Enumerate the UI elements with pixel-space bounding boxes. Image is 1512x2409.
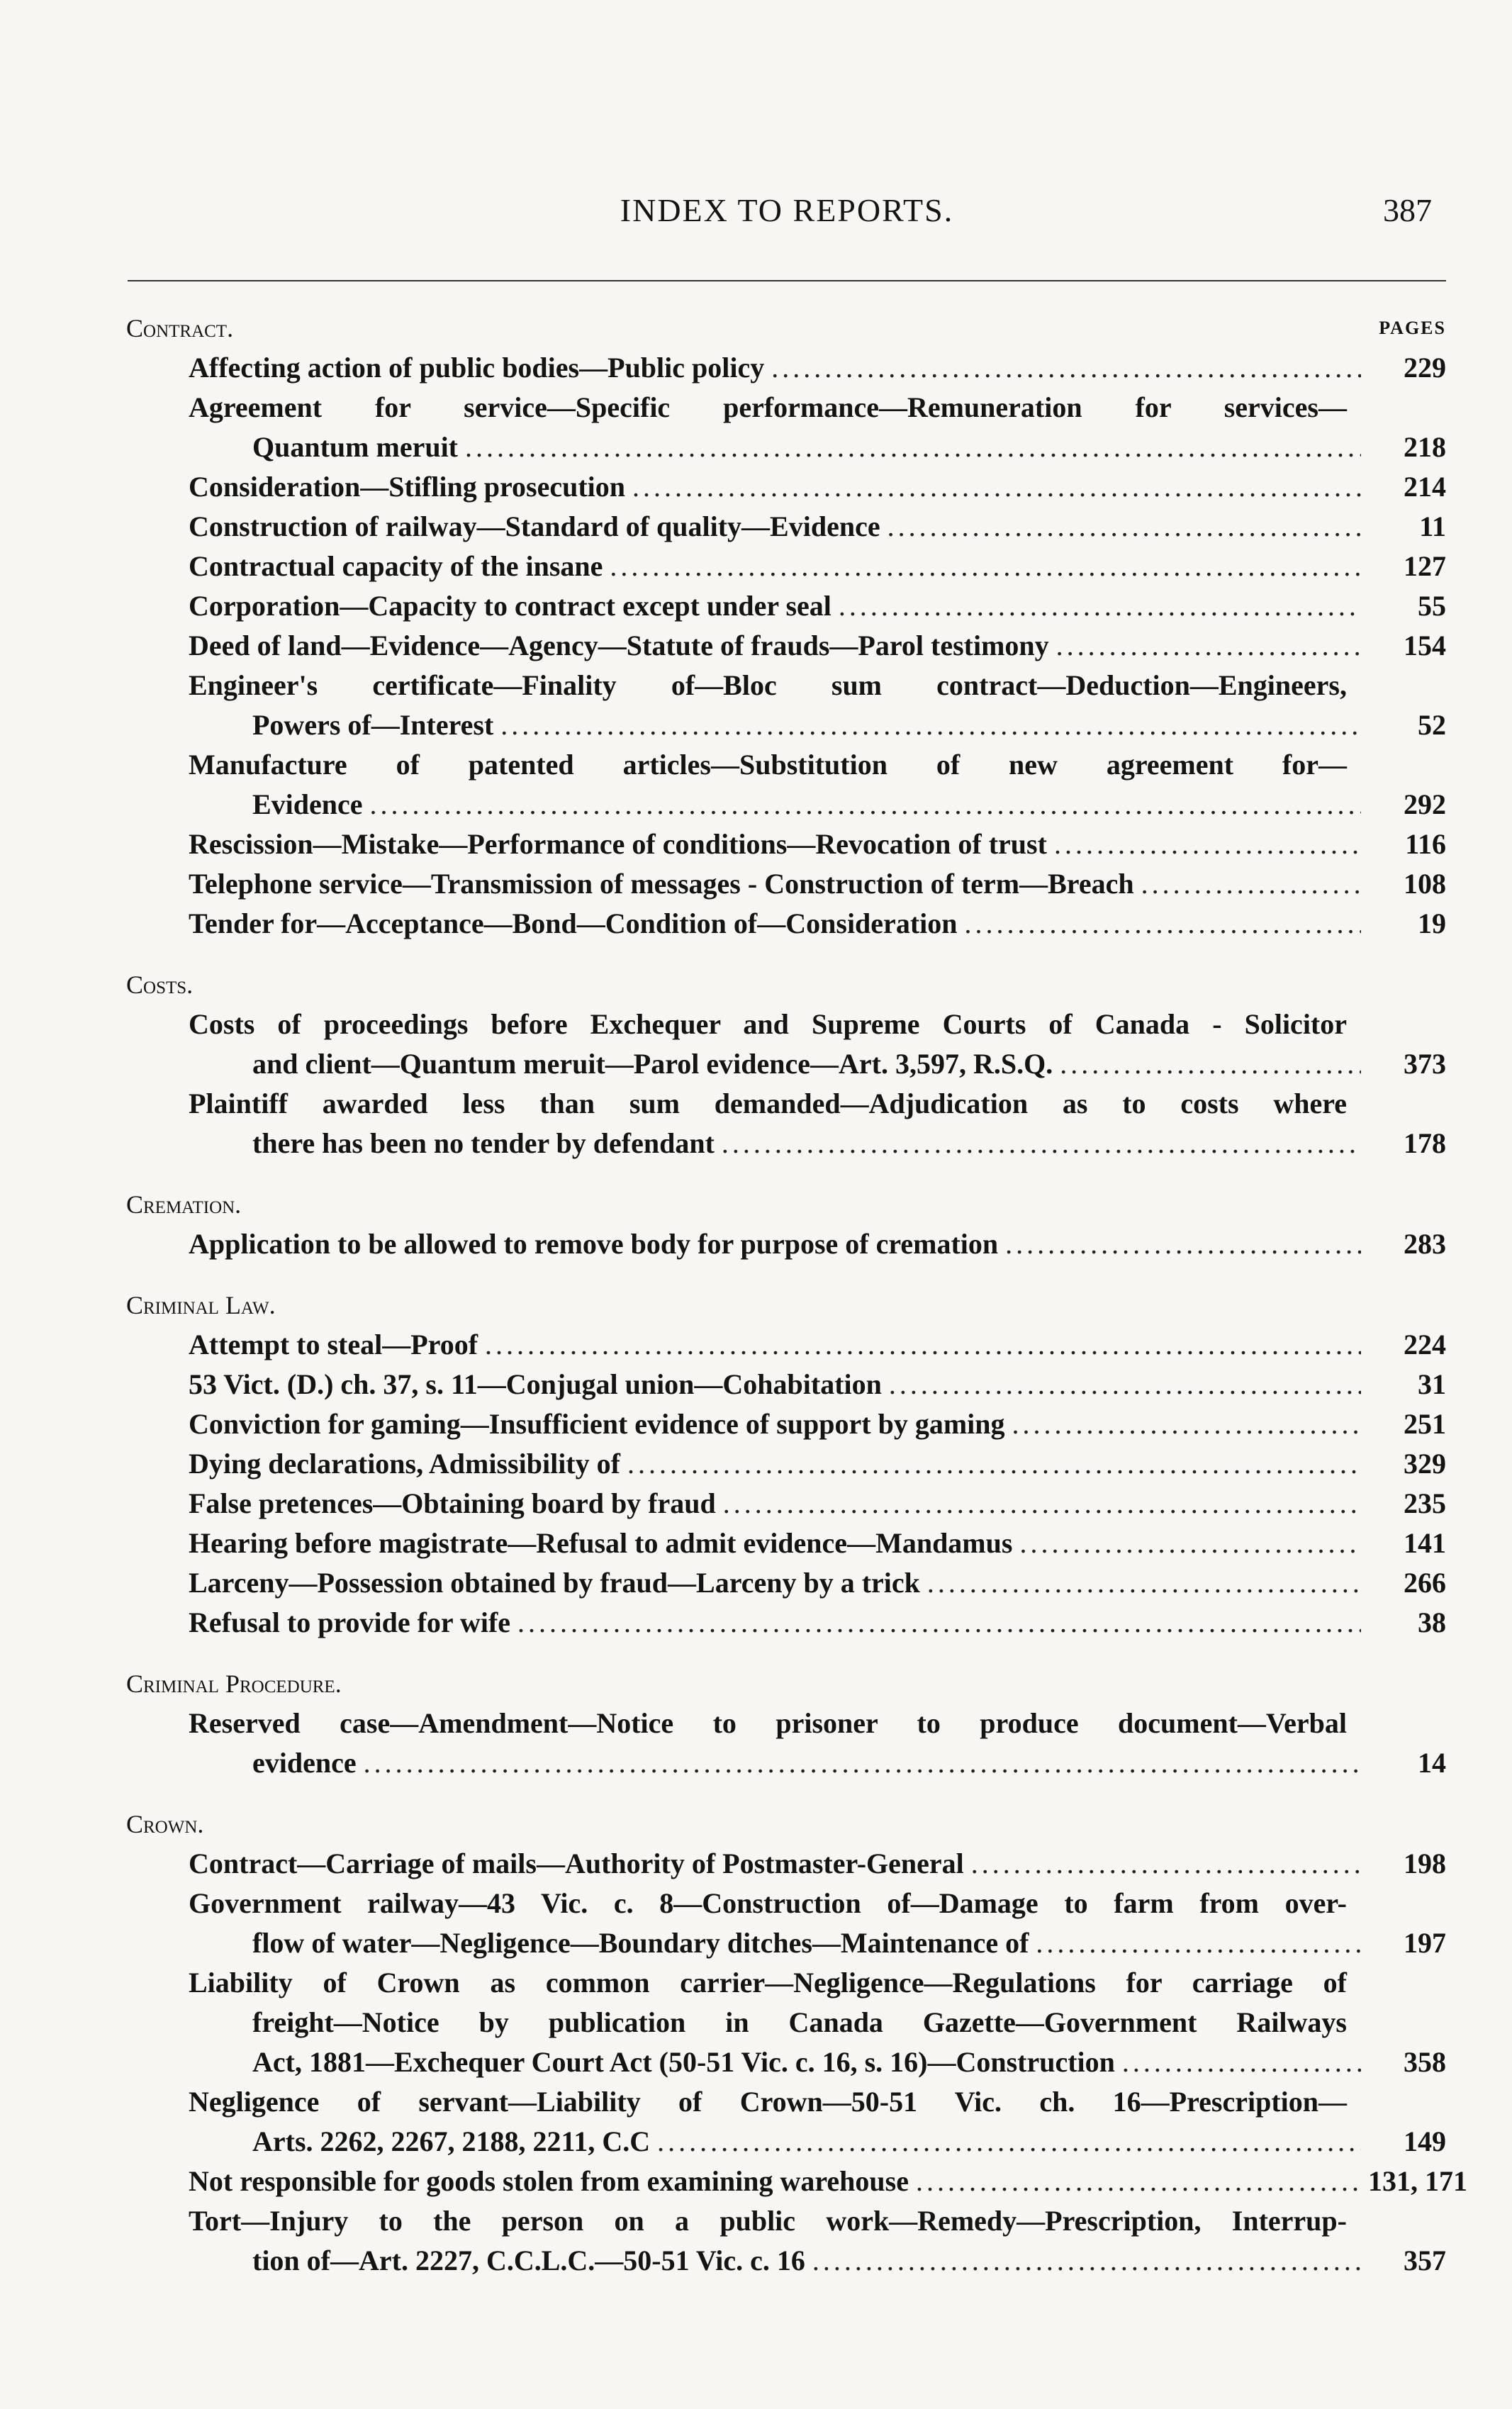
section-gap	[126, 1787, 1446, 1804]
entry-text-line: Construction of railway—Standard of quality—Evidence	[189, 510, 880, 542]
dot-leader	[927, 1563, 1361, 1603]
dot-leader	[465, 427, 1361, 467]
index-entry	[126, 388, 1446, 467]
entry-page-ref: 224	[1404, 1329, 1446, 1360]
index-entry	[126, 1844, 1446, 1884]
entry-page-ref: 218	[1404, 431, 1446, 463]
entry-last-line	[126, 1844, 1446, 1884]
entry-text-line: tion of—Art. 2227, C.C.L.C.—50-51 Vic. c. 16	[252, 2245, 805, 2276]
dot-leader	[500, 705, 1361, 745]
index-entry	[126, 1884, 1446, 1963]
index-entry	[126, 1444, 1446, 1484]
index-section	[126, 1647, 1446, 1783]
entry-text-line: Dying declarations, Admissibility of	[189, 1448, 620, 1480]
index-entry	[126, 1325, 1446, 1365]
entry-page-ref: 357	[1404, 2245, 1446, 2276]
entry-text-line: Costs of proceedings before Exchequer and Supreme Courts of Canada - Solicitor	[189, 1008, 1347, 1040]
entry-page-ref: 251	[1404, 1408, 1446, 1440]
entry-text-line: Not responsible for goods stolen from examining warehouse	[189, 2165, 909, 2197]
entry-last-line	[126, 1524, 1446, 1563]
entry-page-ref: 266	[1404, 1567, 1446, 1599]
entry-last-line	[126, 705, 1446, 745]
entry-text-line: Tender for—Acceptance—Bond—Condition of—Consideration	[189, 907, 958, 939]
section-heading: Criminal Procedure.	[126, 1670, 342, 1698]
entry-text-line: Manufacture of patented articles—Substitution of new agreement for—	[189, 749, 1347, 781]
page-title: INDEX TO REPORTS.	[620, 192, 954, 228]
index-entry	[126, 2162, 1467, 2201]
dot-leader	[1122, 2042, 1361, 2082]
entry-text-line: Arts. 2262, 2267, 2188, 2211, C.C	[252, 2125, 651, 2157]
entry-page-ref: 141	[1404, 1527, 1446, 1559]
page-number: 387	[1383, 192, 1432, 228]
dot-leader	[657, 2122, 1361, 2162]
index-entry	[126, 2201, 1446, 2281]
entry-last-line	[126, 626, 1446, 666]
entry-last-line	[126, 1484, 1446, 1524]
entry-text-line: evidence	[252, 1747, 357, 1779]
entry-page-ref: 154	[1404, 630, 1446, 661]
entry-last-line	[126, 1563, 1446, 1603]
index-entry	[126, 864, 1446, 904]
entry-page-ref: 197	[1404, 1927, 1446, 1959]
index-entry	[126, 1404, 1446, 1444]
entry-page-ref: 149	[1404, 2125, 1446, 2157]
index-section	[126, 1268, 1446, 1643]
entry-text-line: flow of water—Negligence—Boundary ditches—Maintenance of	[252, 1927, 1029, 1959]
entry-text-line: Application to be allowed to remove body for purpose of cremation	[189, 1228, 999, 1260]
index-entry	[126, 825, 1446, 864]
entry-text-line: freight—Notice by publication in Canada Gazette—Government Railways	[252, 2006, 1347, 2038]
dot-leader	[517, 1603, 1361, 1643]
entry-last-line	[126, 825, 1446, 864]
entry-text-line: Conviction for gaming—Insufficient evidence of support by gaming	[189, 1408, 1005, 1440]
dot-leader	[1056, 626, 1361, 666]
entry-page-ref: 55	[1418, 590, 1446, 622]
entry-text-line: Reserved case—Amendment—Notice to prisoner to produce document—Verbal	[189, 1707, 1347, 1739]
dot-leader	[965, 904, 1362, 944]
entry-page-ref: 108	[1404, 868, 1446, 900]
index-section	[126, 948, 1446, 1163]
entry-page-ref: 292	[1404, 788, 1446, 820]
dot-leader	[1036, 1923, 1361, 1963]
entry-text-line: Evidence	[252, 788, 363, 820]
entry-text-line: Powers of—Interest	[252, 709, 494, 741]
index-section	[126, 308, 1446, 944]
entry-last-line	[126, 1404, 1446, 1444]
section-heading: Criminal Law.	[126, 1291, 276, 1319]
entry-text-line: Government railway—43 Vic. c. 8—Construction of—Damage to farm from over-	[189, 1887, 1347, 1919]
entry-page-ref: 178	[1404, 1127, 1446, 1159]
dot-leader	[610, 547, 1361, 586]
dot-leader	[1054, 825, 1361, 864]
entry-text-line: Attempt to steal—Proof	[189, 1329, 478, 1360]
dot-leader	[1019, 1524, 1361, 1563]
entry-text-line: and client—Quantum meruit—Parol evidence—Art. 3,597, R.S.Q.	[252, 1048, 1053, 1080]
entry-last-line	[126, 1743, 1446, 1783]
entry-last-line	[126, 1365, 1446, 1404]
index-content	[126, 308, 1467, 2285]
dot-leader	[723, 1484, 1361, 1524]
entry-text-line: False pretences—Obtaining board by fraud	[189, 1487, 716, 1519]
entry-page-ref: 214	[1404, 471, 1446, 503]
entry-page-ref: 11	[1419, 510, 1446, 542]
entry-last-line	[126, 1325, 1446, 1365]
entry-last-line	[126, 2241, 1446, 2281]
index-entry	[126, 2082, 1446, 2162]
entry-text-line: Contractual capacity of the insane	[189, 550, 603, 582]
index-entry	[126, 745, 1446, 825]
dot-leader	[887, 507, 1361, 547]
dot-leader	[1005, 1224, 1361, 1264]
entry-text-line: Larceny—Possession obtained by fraud—Larceny by a trick	[189, 1567, 920, 1599]
entry-page-ref: 38	[1418, 1606, 1446, 1638]
entry-last-line	[126, 2162, 1467, 2201]
entry-text-line: Tort—Injury to the person on a public work—Remedy—Prescription, Interrup-	[189, 2205, 1347, 2237]
entry-page-ref: 235	[1404, 1487, 1446, 1519]
index-entry	[126, 1563, 1446, 1603]
entry-last-line	[126, 467, 1446, 507]
entry-page-ref: 19	[1418, 907, 1446, 939]
section-gap	[126, 1168, 1446, 1185]
entry-last-line	[126, 2122, 1446, 2162]
section-heading: Cremation.	[126, 1190, 242, 1219]
dot-leader	[370, 785, 1361, 825]
entry-text-line: 53 Vict. (D.) ch. 37, s. 11—Conjugal union—Cohabitation	[189, 1368, 882, 1400]
entry-text-line: Affecting action of public bodies—Public policy	[189, 352, 765, 384]
index-section	[126, 1787, 1467, 2281]
entry-page-ref: 329	[1404, 1448, 1446, 1480]
entry-page-ref: 14	[1418, 1747, 1446, 1779]
entry-last-line	[126, 2042, 1446, 2082]
entry-page-ref: 358	[1404, 2046, 1446, 2078]
entry-page-ref: 198	[1404, 1848, 1446, 1879]
entry-page-ref: 52	[1418, 709, 1446, 741]
index-entry	[126, 1224, 1446, 1264]
index-entry	[126, 547, 1446, 586]
page-header	[128, 191, 1446, 248]
dot-leader	[485, 1325, 1361, 1365]
dot-leader	[771, 348, 1361, 388]
dot-leader	[916, 2162, 1361, 2201]
dot-leader	[889, 1365, 1361, 1404]
entry-page-ref: 373	[1404, 1048, 1446, 1080]
dot-leader	[722, 1124, 1361, 1163]
entry-last-line	[126, 1224, 1446, 1264]
dot-leader	[1060, 1044, 1361, 1084]
section-gap	[126, 948, 1446, 965]
entry-text-line: Hearing before magistrate—Refusal to admit evidence—Mandamus	[189, 1527, 1013, 1559]
section-heading: Contract.	[126, 314, 234, 342]
entry-page-ref: 131, 171	[1368, 2165, 1467, 2197]
entry-text-line: Act, 1881—Exchequer Court Act (50-51 Vic. c. 16, s. 16)—Construction	[252, 2046, 1115, 2078]
entry-page-ref: 283	[1404, 1228, 1446, 1260]
entry-text-line: Engineer's certificate—Finality of—Bloc sum contract—Deduction—Engineers,	[189, 669, 1347, 701]
index-entry	[126, 467, 1446, 507]
dot-leader	[971, 1844, 1361, 1884]
dot-leader	[1141, 864, 1361, 904]
dot-leader	[1012, 1404, 1361, 1444]
entry-text-line: Refusal to provide for wife	[189, 1606, 511, 1638]
index-entry	[126, 1963, 1446, 2082]
entry-text-line: Telephone service—Transmission of messages - Construction of term—Breach	[189, 868, 1134, 900]
index-entry	[126, 586, 1446, 626]
entry-text-line: Deed of land—Evidence—Agency—Statute of frauds—Parol testimony	[189, 630, 1049, 661]
entry-last-line	[126, 348, 1446, 388]
entry-last-line	[126, 1044, 1446, 1084]
entry-last-line	[126, 1603, 1446, 1643]
entry-text-line: Plaintiff awarded less than sum demanded—Adjudication as to costs where	[189, 1088, 1347, 1119]
index-entry	[126, 1524, 1446, 1563]
index-entry	[126, 1603, 1446, 1643]
index-entry	[126, 904, 1446, 944]
index-entry	[126, 507, 1446, 547]
entry-last-line	[126, 507, 1446, 547]
entry-text-line: Consideration—Stifling prosecution	[189, 471, 625, 503]
dot-leader	[839, 586, 1361, 626]
entry-last-line	[126, 1124, 1446, 1163]
section-gap	[126, 1647, 1446, 1664]
index-entry	[126, 1484, 1446, 1524]
entry-page-ref: 229	[1404, 352, 1446, 384]
dot-leader	[627, 1444, 1361, 1484]
entry-last-line	[126, 547, 1446, 586]
index-section	[126, 1168, 1446, 1264]
header-rule	[128, 280, 1446, 281]
index-entry	[126, 666, 1446, 745]
dot-leader	[632, 467, 1361, 507]
entry-last-line	[126, 1444, 1446, 1484]
entry-text-line: Agreement for service—Specific performance—Remuneration for services—	[189, 391, 1347, 423]
entry-text-line: Corporation—Capacity to contract except under seal	[189, 590, 831, 622]
dot-leader	[812, 2241, 1361, 2281]
entry-text-line: Rescission—Mistake—Performance of conditions—Revocation of trust	[189, 828, 1047, 860]
entry-last-line	[126, 586, 1446, 626]
section-gap	[126, 1268, 1446, 1285]
dot-leader	[364, 1743, 1361, 1783]
entry-text-line: Negligence of servant—Liability of Crown—50-51 Vic. ch. 16—Prescription—	[189, 2086, 1347, 2118]
index-entry	[126, 1365, 1446, 1404]
section-heading: Crown.	[126, 1810, 204, 1838]
entry-last-line	[126, 864, 1446, 904]
index-entry	[126, 1704, 1446, 1783]
entry-text-line: Contract—Carriage of mails—Authority of Postmaster-General	[189, 1848, 964, 1879]
entry-last-line	[126, 785, 1446, 825]
entry-last-line	[126, 1923, 1446, 1963]
pages-column-label: PAGES	[1379, 318, 1446, 338]
entry-page-ref: 116	[1405, 828, 1446, 860]
entry-last-line	[126, 904, 1446, 944]
entry-text-line: Liability of Crown as common carrier—Negligence—Regulations for carriage of	[189, 1967, 1347, 1999]
entry-page-ref: 31	[1418, 1368, 1446, 1400]
entry-text-line: there has been no tender by defendant	[252, 1127, 715, 1159]
index-entry	[126, 1005, 1446, 1084]
index-entry	[126, 1084, 1446, 1163]
entry-last-line	[126, 427, 1446, 467]
index-entry	[126, 626, 1446, 666]
entry-text-line: Quantum meruit	[252, 431, 458, 463]
index-entry	[126, 348, 1446, 388]
section-heading: Costs.	[126, 971, 194, 999]
entry-page-ref: 127	[1404, 550, 1446, 582]
